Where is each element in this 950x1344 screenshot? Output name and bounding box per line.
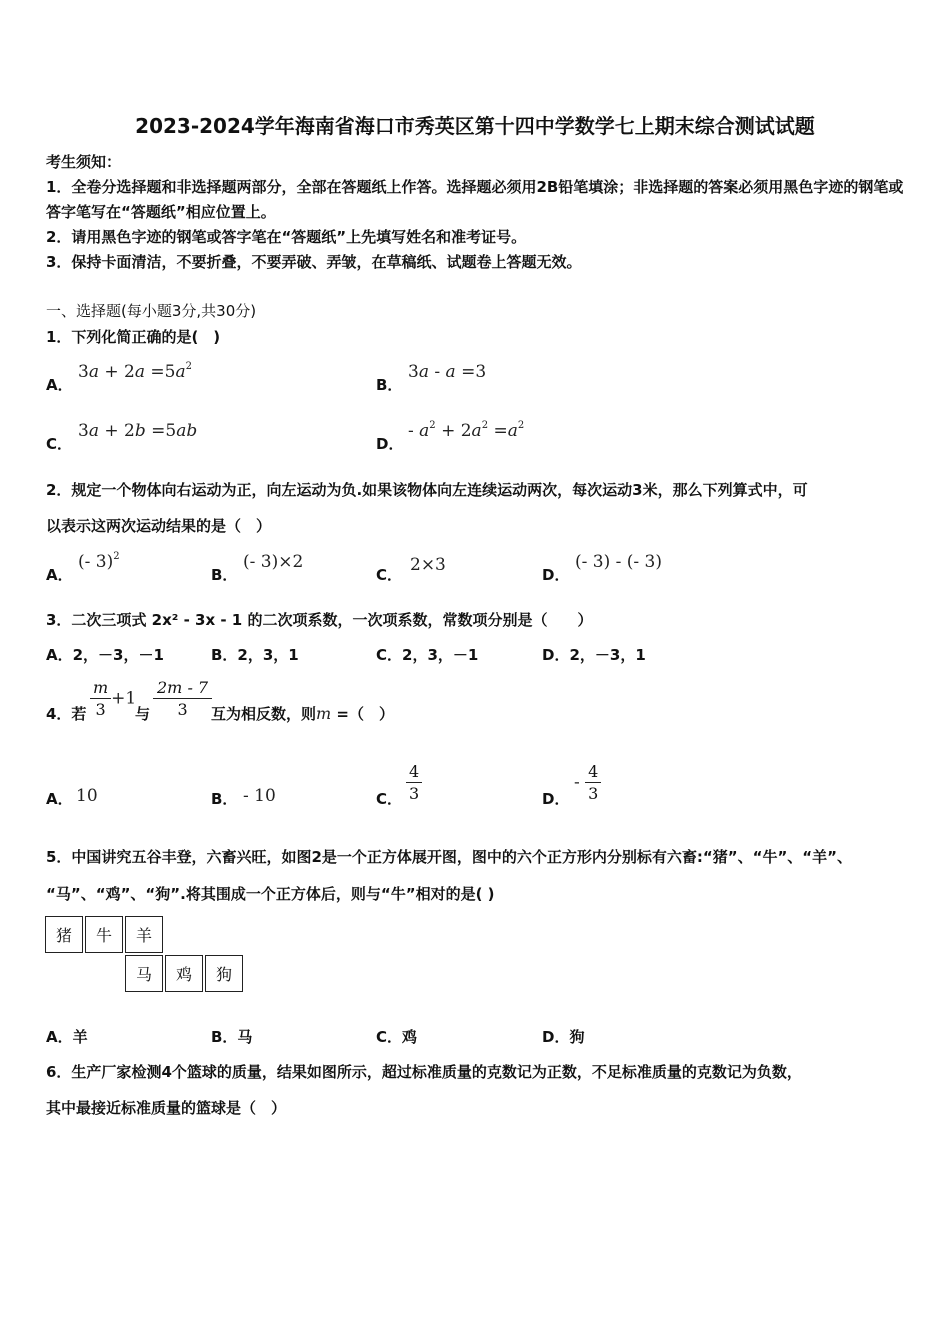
q1-stem: 1．下列化简正确的是( ) — [46, 328, 221, 346]
q4-option-a-label: A． — [46, 790, 73, 808]
q2-option-c-label: C． — [376, 566, 403, 584]
q2-option-d-expr: (- 3) - (- 3) — [575, 552, 663, 572]
q2-option-a-expr: (- 3)$^2$ — [78, 551, 120, 572]
q1-option-a-label: A． — [46, 376, 73, 394]
q1-option-d-expr: - $a^2 + 2a^2 =a^2$ — [408, 420, 525, 441]
q2-option-b-label: B． — [211, 566, 238, 584]
q6-stem-line-2: 其中最接近标准质量的篮球是（ ） — [46, 1099, 287, 1117]
q2-stem-line-2: 以表示这两次运动结果的是（ ） — [46, 517, 272, 535]
q3-option-a: A．2，－3，－1 — [46, 646, 164, 664]
q5-stem-line-2: “马”、“鸡”、“狗”.将其围成一个正方体后，则与“牛”相对的是( ) — [46, 885, 495, 903]
q4-option-c-label: C． — [376, 790, 403, 808]
q3-stem: 3．二次三项式 2x² - 3x - 1 的二次项系数，一次项系数，常数项分别是（ ） — [46, 611, 593, 629]
notice-line-1: 1．全卷分选择题和非选择题两部分，全部在答题纸上作答。选择题必须用2B铅笔填涂；非选择题的答案必须用黑色字迹的钢笔或答字笔写在“答题纸”相应位置上。 — [46, 178, 904, 221]
q4-suffix: 互为相反数，则m =（ ） — [211, 704, 394, 723]
q4-fraction-1: $\frac{m}{3}$ +1 — [90, 678, 136, 719]
cube-face-chicken: 鸡 — [165, 955, 203, 992]
q4-option-c-fraction: $\frac{4}{3}$ — [406, 762, 422, 803]
q1-option-c-label: C． — [46, 435, 73, 453]
q5-option-d: D．狗 — [542, 1028, 585, 1046]
q4-option-b-value: - 10 — [243, 786, 276, 806]
q1-option-b-expr: 3a - a =3 — [408, 362, 487, 382]
q6-stem-line-1: 6．生产厂家检测4个篮球的质量，结果如图所示，超过标准质量的克数记为正数，不足标准质量的克数记为负数， — [46, 1063, 802, 1081]
cube-face-dog: 狗 — [205, 955, 243, 992]
q4-option-d-fraction: - $\frac{4}{3}$ — [574, 762, 601, 803]
page-title: 2023-2024学年海南省海口市秀英区第十四中学数学七上期末综合测试试题 — [135, 114, 815, 138]
q1-option-c-expr: 3a + 2b =5ab — [78, 421, 198, 441]
notice-heading: 考生须知： — [46, 153, 122, 171]
q1-option-a-expr: $3a + 2a =5a^2$ — [78, 361, 192, 382]
q5-option-c: C．鸡 — [376, 1028, 418, 1046]
q5-option-b: B．马 — [211, 1028, 253, 1046]
q1-option-b-label: B． — [376, 376, 403, 394]
q2-option-d-label: D． — [542, 566, 570, 584]
notice-line-3: 3．保持卡面清洁，不要折叠，不要弄破、弄皱，在草稿纸、试题卷上答题无效。 — [46, 253, 582, 271]
q4-option-a-value: 10 — [76, 786, 98, 806]
q4-option-b-label: B． — [211, 790, 238, 808]
q3-option-d: D．2，－3，1 — [542, 646, 646, 664]
cube-face-pig: 猪 — [45, 916, 83, 953]
q2-stem-line-1: 2．规定一个物体向右运动为正，向左运动为负.如果该物体向左连续运动两次，每次运动3米，那么下列算式中，可 — [46, 481, 808, 499]
cube-face-sheep: 羊 — [125, 916, 163, 953]
q2-option-c-expr: 2×3 — [410, 555, 446, 575]
q2-option-a-label: A． — [46, 566, 73, 584]
q5-stem-line-1: 5．中国讲究五谷丰登，六畜兴旺，如图2是一个正方体展开图，图中的六个正方形内分别标有六畜:“猪”、“牛”、“羊”、 — [46, 848, 853, 866]
q3-option-b: B．2，3，1 — [211, 646, 299, 664]
q5-option-a: A．羊 — [46, 1028, 88, 1046]
q4-option-d-label: D． — [542, 790, 570, 808]
q3-option-c: C．2，3，－1 — [376, 646, 479, 664]
q4-mid: 与 — [135, 705, 151, 723]
notice-line-2: 2．请用黑色字迹的钢笔或答字笔在“答题纸”上先填写姓名和准考证号。 — [46, 228, 527, 246]
q4-fraction-2: $\frac{2m - 7}{3}$ — [153, 678, 212, 719]
cube-face-horse: 马 — [125, 955, 163, 992]
cube-face-ox: 牛 — [85, 916, 123, 953]
q1-option-d-label: D． — [376, 435, 404, 453]
q2-option-b-expr: (- 3)×2 — [243, 552, 304, 572]
section-heading: 一、选择题(每小题3分,共30分) — [46, 302, 257, 320]
q4-prefix: 4．若 — [46, 705, 87, 723]
